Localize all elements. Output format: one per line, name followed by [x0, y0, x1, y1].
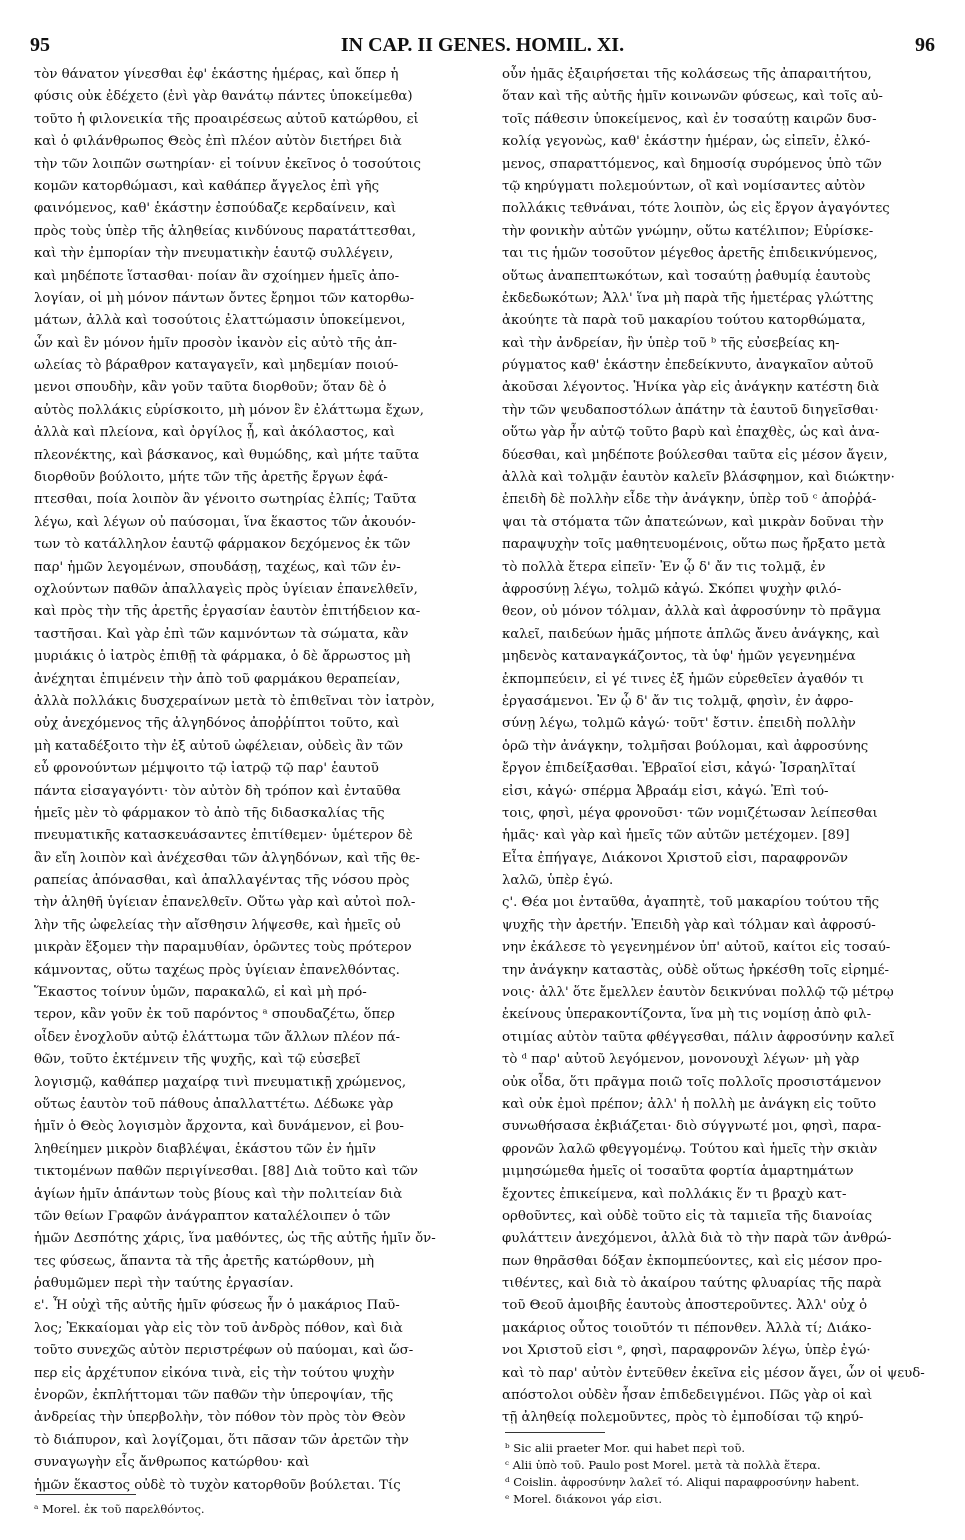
- text-line: ἡμᾶς· καὶ γὰρ καὶ ἡμεῖς τῶν αὐτῶν μετέχομεν. [89]: [502, 828, 850, 844]
- text-line: τὴν τῶν ψευδαποστόλων ἀπάτην τὰ ἑαυτοῦ διηγεῖσθαι·: [502, 402, 879, 418]
- text-line: λογισμῷ, καθάπερ μαχαίρᾳ τινὶ πνευματικῇ χρώμενος,: [34, 1074, 407, 1090]
- text-line: τὴν τῶν λοιπῶν σωτηρίαν· εἰ τοίνυν ἐκεῖνος ὁ τοσούτοις: [34, 156, 421, 172]
- text-line: μυριάκις ὁ ἰατρὸς ἐπιθῇ τὰ φάρμακα, ὁ δὲ ἄρρωστος μὴ: [34, 649, 411, 665]
- text-line: ἀλλὰ καὶ τολμᾷν ἑαυτὸν καλεῖν βλάσφημον, καὶ διώκτην·: [502, 470, 895, 486]
- text-line: τοῦ Θεοῦ ἀμοιβῆς ἑαυτοὺς ἀποστεροῦντες. Ἀλλ' οὐχ ὁ: [502, 1298, 868, 1314]
- text-line: πολλάκις τεθνάναι, τότε λοιπὸν, ὡς εἰς ἔργον ἀγαγόντες: [502, 201, 890, 217]
- text-line: ραπείας ἀπόνασθαι, καὶ ἀπαλλαγέντας τῆς νόσου πρὸς: [34, 873, 410, 889]
- text-line: ἐπειδὴ δὲ πολλὴν εἶδε τὴν ἀνάγκην, ὑπὲρ τοῦ ᶜ ἀποῤῥά-: [502, 492, 877, 508]
- text-line: μικρὰν ἕξομεν τὴν παραμυθίαν, ὁρῶντες τοὺς πρότερον: [34, 940, 412, 956]
- text-line: φρονῶν λαλῶ φθεγγομένῳ. Τούτου καὶ ἡμεῖς τὴν σκιὰν: [502, 1141, 878, 1157]
- text-line: τὸν θάνατον γίνεσθαι ἐφ' ἑκάστης ἡμέρας, καὶ ὅπερ ἡ: [34, 67, 399, 82]
- text-line: ται τις ἡμῶν τοσοῦτον μέγεθος ἀρετῆς ἐπιδεικνύμενος,: [502, 246, 878, 262]
- text-line: τοις, φησὶ, μέγα φρονοῦσι· τῶν νομιζέτωσαν λείπεσθαι: [502, 805, 878, 821]
- text-line: τὸ πολλὰ ἕτερα εἰπεῖν· Ἐν ᾧ δ' ἄν τις τολμᾷ, ἐν: [502, 559, 826, 575]
- text-line: πάντα εἰσαγαγόντι· τὸν αὐτὸν δὴ τρόπον καὶ ἐνταῦθα: [34, 783, 401, 799]
- text-line: πρὸς τοὺς ὑπὲρ τῆς ἀληθείας κινδύνους παρατάττεσθαι,: [34, 223, 416, 239]
- text-line: μάτων, ἀλλὰ καὶ τοσούτοις ἐλαττώμασιν ὑποκείμενοι,: [34, 313, 406, 329]
- text-line: τερον, κἂν γοῦν ἐκ τοῦ παρόντος ᵃ σπουδαζέτω, ὅπερ: [34, 1007, 395, 1023]
- footnote-rule-right: [505, 1432, 605, 1433]
- text-line: καὶ τὴν ἀνδρείαν, ἣν ὑπὲρ τοῦ ᵇ τῆς εὐσεβείας κη-: [502, 335, 840, 351]
- text-line: φαινόμενος, καθ' ἑκάστην ἐσπούδαζε κερδαίνειν, καὶ: [34, 201, 397, 217]
- text-line: καὶ ὁ φιλάνθρωπος Θεὸς ἐπὶ πλέον αὐτὸν διετήρει διὰ: [34, 134, 402, 150]
- footnote-line: ᵇ Sic alii praeter Mor. qui habet περὶ τοῦ.: [505, 1441, 745, 1455]
- text-line: ἁγίων ἡμῖν ἁπάντων τοὺς βίους καὶ τὴν πολιτείαν διὰ: [34, 1186, 403, 1202]
- text-line: τοῖς πάθεσιν ὑποκείμενος, καὶ ἐν τοσαύτῃ καιρῶν δυσ-: [502, 111, 877, 127]
- text-line: μακάριος οὗτος τοιοῦτόν τι πέπονθεν. Ἀλλὰ τί; Διάκο-: [502, 1320, 872, 1336]
- text-line: συναγωγὴν εἷς ἄνθρωπος κατώρθου· καὶ: [34, 1455, 310, 1471]
- text-line: νην ἐκάλεσε τὸ γεγενημένον ὑπ' αὐτοῦ, καίτοι εἰς τοσαύ-: [502, 940, 891, 956]
- text-line: τὴν ἀληθῆ ὑγίειαν ἐπανελθεῖν. Οὕτω γὰρ καὶ αὐτοὶ πολ-: [34, 895, 416, 911]
- text-line: τῶν θείων Γραφῶν ἀνάγραπτον καταλέλοιπεν ὁ τῶν: [34, 1208, 391, 1224]
- text-line: καὶ οὐκ ἐμοὶ πρέπον; ἀλλ' ἡ πολλὴ με ἀνάγκη εἰς τοῦτο: [502, 1096, 877, 1112]
- text-line: ἡμεῖς μὲν τὸ φάρμακον τὸ ἀπὸ τῆς διδασκαλίας τῆς: [34, 805, 385, 821]
- text-line: θῶν, τοῦτο ἐκτέμνειν τῆς ψυχῆς, καὶ τῷ εὐσεβεῖ: [34, 1052, 361, 1068]
- text-line: τικτομένων παθῶν περιγίνεσθαι. [88] Διὰ τοῦτο καὶ τῶν: [34, 1164, 418, 1180]
- text-line: ἀλλὰ πολλάκις δυσχεραίνων μετὰ τὸ ἐπιθεῖναι τὸν ἰατρὸν,: [34, 693, 435, 709]
- text-line: λὴν τῆς ὠφελείας τὴν αἴσθησιν λήψεσθε, καὶ ἡμεῖς οὐ: [34, 917, 401, 933]
- text-line: ὧν καὶ ἓν μόνον ἡμῖν προσὸν ἱκανὸν εἰς αὐτὸ τῆς ἀπ-: [34, 335, 397, 351]
- text-line: ψαι τὰ στόματα τῶν ἀπατεώνων, καὶ μικρὰν δοῦναι τὴν: [502, 514, 884, 530]
- text-line: ἀλλὰ καὶ πλείονα, καὶ ὀργίλος ᾖ, καὶ ἀκόλαστος, καὶ: [34, 425, 396, 441]
- footnote-rule-left: [36, 1494, 136, 1495]
- text-line: διορθοῦν βούλοιτο, μήτε τῶν τῆς ἀρετῆς ἔργων ἐφά-: [34, 470, 388, 486]
- text-line: αὐτὸς πολλάκις εὑρίσκοιτο, μὴ μόνον ἓν ἐλάττωμα ἔχων,: [34, 402, 424, 418]
- text-line: οὕτως ἑαυτὸν τοῦ πάθους ἀπαλλαττέτω. Δέδωκε γὰρ: [34, 1096, 394, 1112]
- text-line: την ἀνάγκην καταστὰς, οὐδὲ οὕτως ἠρκέσθη τοῖς εἰρημέ-: [502, 962, 889, 978]
- text-line: θεον, οὐ μόνον τόλμαν, ἀλλὰ καὶ ἀφροσύνην τὸ πρᾶγμα: [502, 604, 881, 620]
- text-line: περ εἰς ἀρχέτυπον εἰκόνα τινὰ, εἰς τὴν τούτου ψυχὴν: [34, 1365, 395, 1381]
- text-line: συνωθήσασα ἐκβιάζεται· διὸ σύγγνωτέ μοι, φησὶ, παρα-: [502, 1119, 882, 1135]
- text-line: οὐκ οἶδα, ὅτι πρᾶγμα ποιῶ τοῖς πολλοῖς προσιστάμενον: [502, 1074, 882, 1090]
- footnotes-left: [34, 1501, 205, 1518]
- text-line: τοῦτο ἡ φιλονεικία τῆς προαιρέσεως αὐτοῦ κατώρθου, εἰ: [34, 111, 419, 127]
- footnote-line: ᵉ Morel. διάκονοι γάρ εἰσι.: [505, 1492, 663, 1506]
- text-line: λαλῶ, ὑπὲρ ἐγώ.: [502, 873, 614, 889]
- text-line: νοι Χριστοῦ εἰσι ᵉ, φησὶ, παραφρονῶν λέγω, ὑπὲρ ἐγώ·: [502, 1343, 871, 1359]
- text-line: ἐνορῶν, ἐκπλήττομαι τῶν παθῶν τὴν ὑπεροψίαν, τῆς: [34, 1388, 394, 1404]
- text-line: ἐκείνους ὑπερακοντίζοντα, ἵνα μὴ τις νομίσῃ ἀπὸ φιλ-: [502, 1007, 872, 1023]
- text-line: πτεσθαι, ποία λοιπὸν ἂν γένοιτο σωτηρίας ἐλπίς; Ταῦτα: [34, 492, 417, 508]
- text-line: λογίαν, οἱ μὴ μόνον πάντων ὄντες ἔρημοι τῶν κατορθω-: [34, 290, 415, 306]
- text-line: ἂν εἴη λοιπὸν καὶ ἀνέχεσθαι τῶν ἀλγηδόνων, καὶ τῆς θε-: [34, 850, 420, 866]
- running-title: IN CAP. II GENES. HOMIL. XI.: [340, 34, 625, 56]
- text-line: ἔργον ἐπιδείξασθαι. Ἑβραῖοί εἰσι, κἀγώ· Ἰσραηλῖταί: [502, 761, 857, 777]
- left-page-number: 95: [30, 34, 50, 56]
- text-line: ταστῆσαι. Καὶ γὰρ ἐπὶ τῶν καμνόντων τὰ σώματα, κἂν: [34, 626, 409, 642]
- text-line: κομῶν κατορθώμασι, καὶ καθάπερ ἄγγελος ἐπὶ γῆς: [34, 178, 380, 194]
- left-text-column: [34, 64, 464, 1497]
- footnote-line: ᶜ Alii ὑπὸ τοῦ. Paulo post Morel. μετὰ τὰ πολλὰ ἕτερα.: [505, 1458, 821, 1472]
- text-line: παρ' ἡμῶν λεγομένων, σπουδάσῃ, ταχέως, καὶ τῶν ἐν-: [34, 559, 401, 575]
- text-line: ἐργασάμενοι. Ἐν ᾧ δ' ἄν τις τολμᾷ, φησὶν, ἐν ἀφρο-: [502, 693, 854, 709]
- text-line: κολίᾳ γεγονὼς, καθ' ἑκάστην ἡμέραν, ὡς εἰπεῖν, ἐλκό-: [502, 134, 871, 150]
- text-line: οτιμίας αὐτὸν ταῦτα φθέγγεσθαι, πάλιν ἀφροσύνην καλεῖ: [502, 1029, 895, 1045]
- text-line: ρύγματος καθ' ἑκάστην ἐπεδείκνυτο, ἀναγκαῖον αὐτοῦ: [502, 358, 874, 374]
- text-line: λος; Ἐκκαίομαι γὰρ εἰς τὸν τοῦ ἀνδρὸς πόθον, καὶ διὰ: [34, 1320, 403, 1336]
- text-line: ς'. Θέα μοι ἐνταῦθα, ἀγαπητὲ, τοῦ μακαρίου τούτου τῆς: [502, 895, 880, 911]
- text-line: τες φύσεως, ἅπαντα τὰ τῆς ἀρετῆς κατώρθουν, μὴ: [34, 1253, 375, 1269]
- text-line: ἡμῶν ἕκαστος οὐδὲ τὸ τυχὸν κατορθοῦν βούλεται. Τίς: [34, 1477, 401, 1493]
- text-line: κάμνοντας, οὕτω ταχέως πρὸς ὑγίειαν ἐπανελθόντας.: [34, 962, 400, 978]
- text-line: νοις· ἀλλ' ὅτε ἔμελλεν ἑαυτὸν δεικνύναι πολλῷ τῷ μέτρῳ: [502, 985, 894, 1001]
- text-line: λέγω, καὶ λέγων οὐ παύσομαι, ἵνα ἕκαστος τῶν ἀκουόν-: [34, 514, 416, 530]
- text-line: φύσις οὐκ ἐδέχετο (ἑνὶ γὰρ θανάτῳ πάντες ὑποκείμεθα): [34, 89, 413, 105]
- text-line: τοῦτο συνεχῶς αὐτὸν περιστρέφων οὐ παύομαι, καὶ ὥσ-: [34, 1343, 414, 1359]
- text-line: ῥαθυμῶμεν περὶ τὴν ταύτης ἐργασίαν.: [34, 1276, 294, 1292]
- text-line: ἀνέχηται ἐπιμένειν τὴν ἀπὸ τοῦ φαρμάκου θεραπείαν,: [34, 671, 401, 687]
- text-line: φυλάττειν ἀνεχόμενοι, ἀλλὰ διὰ τὸ τὴν παρὰ τῶν ἀνθρώ-: [502, 1231, 892, 1247]
- text-line: μενοι σπουδὴν, κἂν γοῦν ταῦτα διορθοῦν; ὅταν δὲ ὁ: [34, 380, 387, 396]
- text-line: ὁρῶ τὴν ἀνάγκην, τολμῆσαι βούλομαι, καὶ ἀφροσύνης: [502, 738, 869, 754]
- text-line: ὅταν καὶ τῆς αὐτῆς ἡμῖν κοινωνῶν φύσεως, καὶ τοῖς αὐ-: [502, 89, 883, 105]
- text-line: ἀκούητε τὰ παρὰ τοῦ μακαρίου τούτου κατορθώματα,: [502, 313, 866, 329]
- text-line: ψυχῆς τὴν ἀρετήν. Ἐπειδὴ γὰρ καὶ τόλμαν καὶ ἀφροσύ-: [502, 917, 876, 933]
- text-line: εἰσι, κἀγώ· σπέρμα Ἀβραάμ εἰσι, κἀγώ. Ἐπὶ τού-: [502, 783, 829, 799]
- footnote-line: ᵃ Morel. ἐκ τοῦ παρελθόντος.: [34, 1502, 205, 1516]
- text-line: καὶ τὴν ἐμπορίαν τὴν πνευματικὴν ἑαυτῷ συλλέγειν,: [34, 246, 394, 262]
- text-line: τὸ ᵈ παρ' αὐτοῦ λεγόμενον, μονονουχὶ λέγων· μὴ γὰρ: [502, 1052, 860, 1068]
- text-line: μιμησώμεθα ἡμεῖς οἱ τοσαῦτα φορτία ἁμαρτημάτων: [502, 1164, 854, 1180]
- text-line: των τὸ κατάλληλον ἑαυτῷ φάρμακον δεχόμενος ἐκ τῶν: [34, 537, 411, 553]
- text-line: οὕτως ἀναπεπτωκότων, καὶ τοσαύτῃ ῥαθυμίᾳ ἑαυτοὺς: [502, 268, 871, 284]
- text-line: δύεσθαι, καὶ μηδέποτε βούλεσθαι ταῦτα εἰς μέσον ἄγειν,: [502, 447, 888, 463]
- text-line: ἀνδρείας τὴν ὑπερβολὴν, τὸν πόθον τὸν πρὸς τὸν Θεὸν: [34, 1410, 406, 1426]
- text-line: καὶ τὸ παρ' αὐτὸν ἐντεῦθεν ἐκεῖνα εἰς μέσον ἄγει, ὧν οἱ ψευδ-: [502, 1365, 925, 1381]
- text-line: οὐχ ἀνεχόμενος τῆς ἀλγηδόνος ἀποῤῥίπτοι τοῦτο, καὶ: [34, 716, 400, 732]
- right-page-number: 96: [915, 34, 935, 56]
- text-line: απόστολοι οὐδὲν ἦσαν ἐπιδεδειγμένοι. Πῶς γὰρ οἱ καὶ: [502, 1388, 873, 1404]
- text-line: πνευματικῆς κατασκευάσαντες ἐπιτίθεμεν· ὑμέτερον δὲ: [34, 828, 413, 844]
- text-line: πων θηρᾶσθαι δόξαν ἐκπομπεύοντες, καὶ εἰς μέσον προ-: [502, 1253, 883, 1269]
- text-line: τὸ διάπυρον, καὶ λογίζομαι, ὅτι πᾶσαν τῶν ἀρετῶν τὴν: [34, 1432, 409, 1448]
- text-line: ορθοῦντες, καὶ οὐδὲ τοῦτο εἰς τὰ ταμιεῖα τῆς διανοίας: [502, 1208, 873, 1224]
- text-line: μὴ καταδέξοιτο τὴν ἐξ αὐτοῦ ὠφέλειαν, οὐδεὶς ἂν τῶν: [34, 738, 404, 754]
- text-line: μηδενὸς καταναγκάζοντος, τὰ ὑφ' ἡμῶν γεγενημένα: [502, 649, 856, 665]
- text-line: ἡμῶν Δεσπότης χάρις, ἵνα μαθόντες, ὡς τῆς αὐτῆς ἡμῖν ὄν-: [34, 1231, 436, 1247]
- text-line: καλεῖ, παιδεύων ἡμᾶς μήποτε ἁπλῶς ἄνευ ἀνάγκης, καὶ: [502, 626, 881, 642]
- footnote-line: ᵈ Coislin. ἀφροσύνην λαλεῖ τό. Aliqui παραφροσύνην habent.: [505, 1475, 860, 1489]
- text-line: οχλούντων παθῶν ἀπαλλαγεὶς πρὸς ὑγίειαν ἐπανελθεῖν,: [34, 581, 418, 597]
- text-line: καὶ πρὸς τὴν τῆς ἀρετῆς ἐργασίαν ἑαυτὸν ἐπιτήδειον κα-: [34, 604, 421, 620]
- text-line: καὶ μηδέποτε ἵστασθαι· ποίαν ἂν σχοίημεν ἡμεῖς ἀπο-: [34, 268, 400, 284]
- text-line: τιθέντες, καὶ διὰ τὸ ἀκαίρου ταύτης φλυαρίας τῆς παρὰ: [502, 1276, 882, 1292]
- footnotes-right: [505, 1440, 859, 1508]
- text-line: παραψυχὴν τοῖς μαθητευομένοις, οὕτω πως ἤρξατο μετὰ: [502, 537, 886, 553]
- text-line: σύνῃ λέγω, τολμῶ κἀγώ· τοῦτ' ἔστιν. ἐπειδὴ πολλὴν: [502, 716, 856, 732]
- text-line: ωλείας τὸ βάραθρον καταγαγεῖν, καὶ μηδεμίαν ποιού-: [34, 358, 399, 374]
- text-line: τῷ κηρύγματι πολεμούντων, οἳ καὶ νομίσαντες αὐτὸν: [502, 178, 866, 194]
- text-line: Εἶτα ἐπήγαγε, Διάκονοι Χριστοῦ εἰσι, παραφρονῶν: [502, 850, 848, 866]
- text-line: οὖν ἡμᾶς ἐξαιρήσεται τῆς κολάσεως τῆς ἀπαραιτήτου,: [502, 67, 872, 82]
- text-line: ἐκπομπεύειν, εἰ γέ τινες ἐξ ἡμῶν εὑρεθεῖεν ἀγαθόν τι: [502, 671, 865, 687]
- text-line: πλεονέκτης, καὶ βάσκανος, καὶ θυμώδης, καὶ μήτε ταῦτα: [34, 447, 420, 463]
- running-header: [30, 34, 935, 60]
- text-line: μενος, σπαραττόμενος, καὶ δημοσίᾳ συρόμενος ὑπὸ τῶν: [502, 156, 882, 172]
- text-line: ἔχοντες ἐπικείμενα, καὶ πολλάκις ἕν τι βραχὺ κατ-: [502, 1186, 847, 1202]
- text-line: τὴν φονικὴν αὐτῶν γνώμην, οὕτω κατέλιπον; Εὑρίσκε-: [502, 223, 874, 239]
- text-line: ληθείημεν μικρὸν διαβλέψαι, ἑκάστου τῶν ἐν ἡμῖν: [34, 1141, 376, 1157]
- text-line: ε'. Ἦ οὐχὶ τῆς αὐτῆς ἡμῖν φύσεως ἦν ὁ μακάριος Παῦ-: [34, 1298, 400, 1314]
- text-line: τῇ ἀληθείᾳ πολεμοῦντες, πρὸς τὸ ἐμποδίσαι τῷ κηρύ-: [502, 1410, 864, 1426]
- text-line: ἡμῖν ὁ Θεὸς λογισμὸν ἄρχοντα, καὶ δυνάμενον, εἰ βου-: [34, 1119, 404, 1135]
- text-line: ἐκδεδωκότων; Ἀλλ' ἵνα μὴ παρὰ τῆς ἡμετέρας γλώττης: [502, 290, 874, 306]
- text-line: ἀφροσύνῃ λέγω, τολμῶ κἀγώ. Σκόπει ψυχὴν φιλό-: [502, 581, 842, 597]
- text-line: οὕτω γὰρ ἦν αὐτῷ τοῦτο βαρὺ καὶ ἐπαχθὲς, ὡς καὶ ἀνα-: [502, 425, 880, 441]
- right-text-column: [502, 64, 932, 1430]
- text-line: οἶδεν ἐνοχλοῦν αὐτῷ ἐλάττωμα τῶν ἄλλων πλέον πά-: [34, 1029, 401, 1045]
- text-line: ἀκοῦσαι λέγοντος. Ἡνίκα γὰρ εἰς ἀνάγκην κατέστη διὰ: [502, 380, 880, 396]
- text-line: Ἕκαστος τοίνυν ὑμῶν, παρακαλῶ, εἰ καὶ μὴ πρό-: [34, 985, 367, 1001]
- text-line: εὖ φρονούντων μέμψοιτο τῷ ἰατρῷ τῷ παρ' ἑαυτοῦ: [34, 761, 379, 777]
